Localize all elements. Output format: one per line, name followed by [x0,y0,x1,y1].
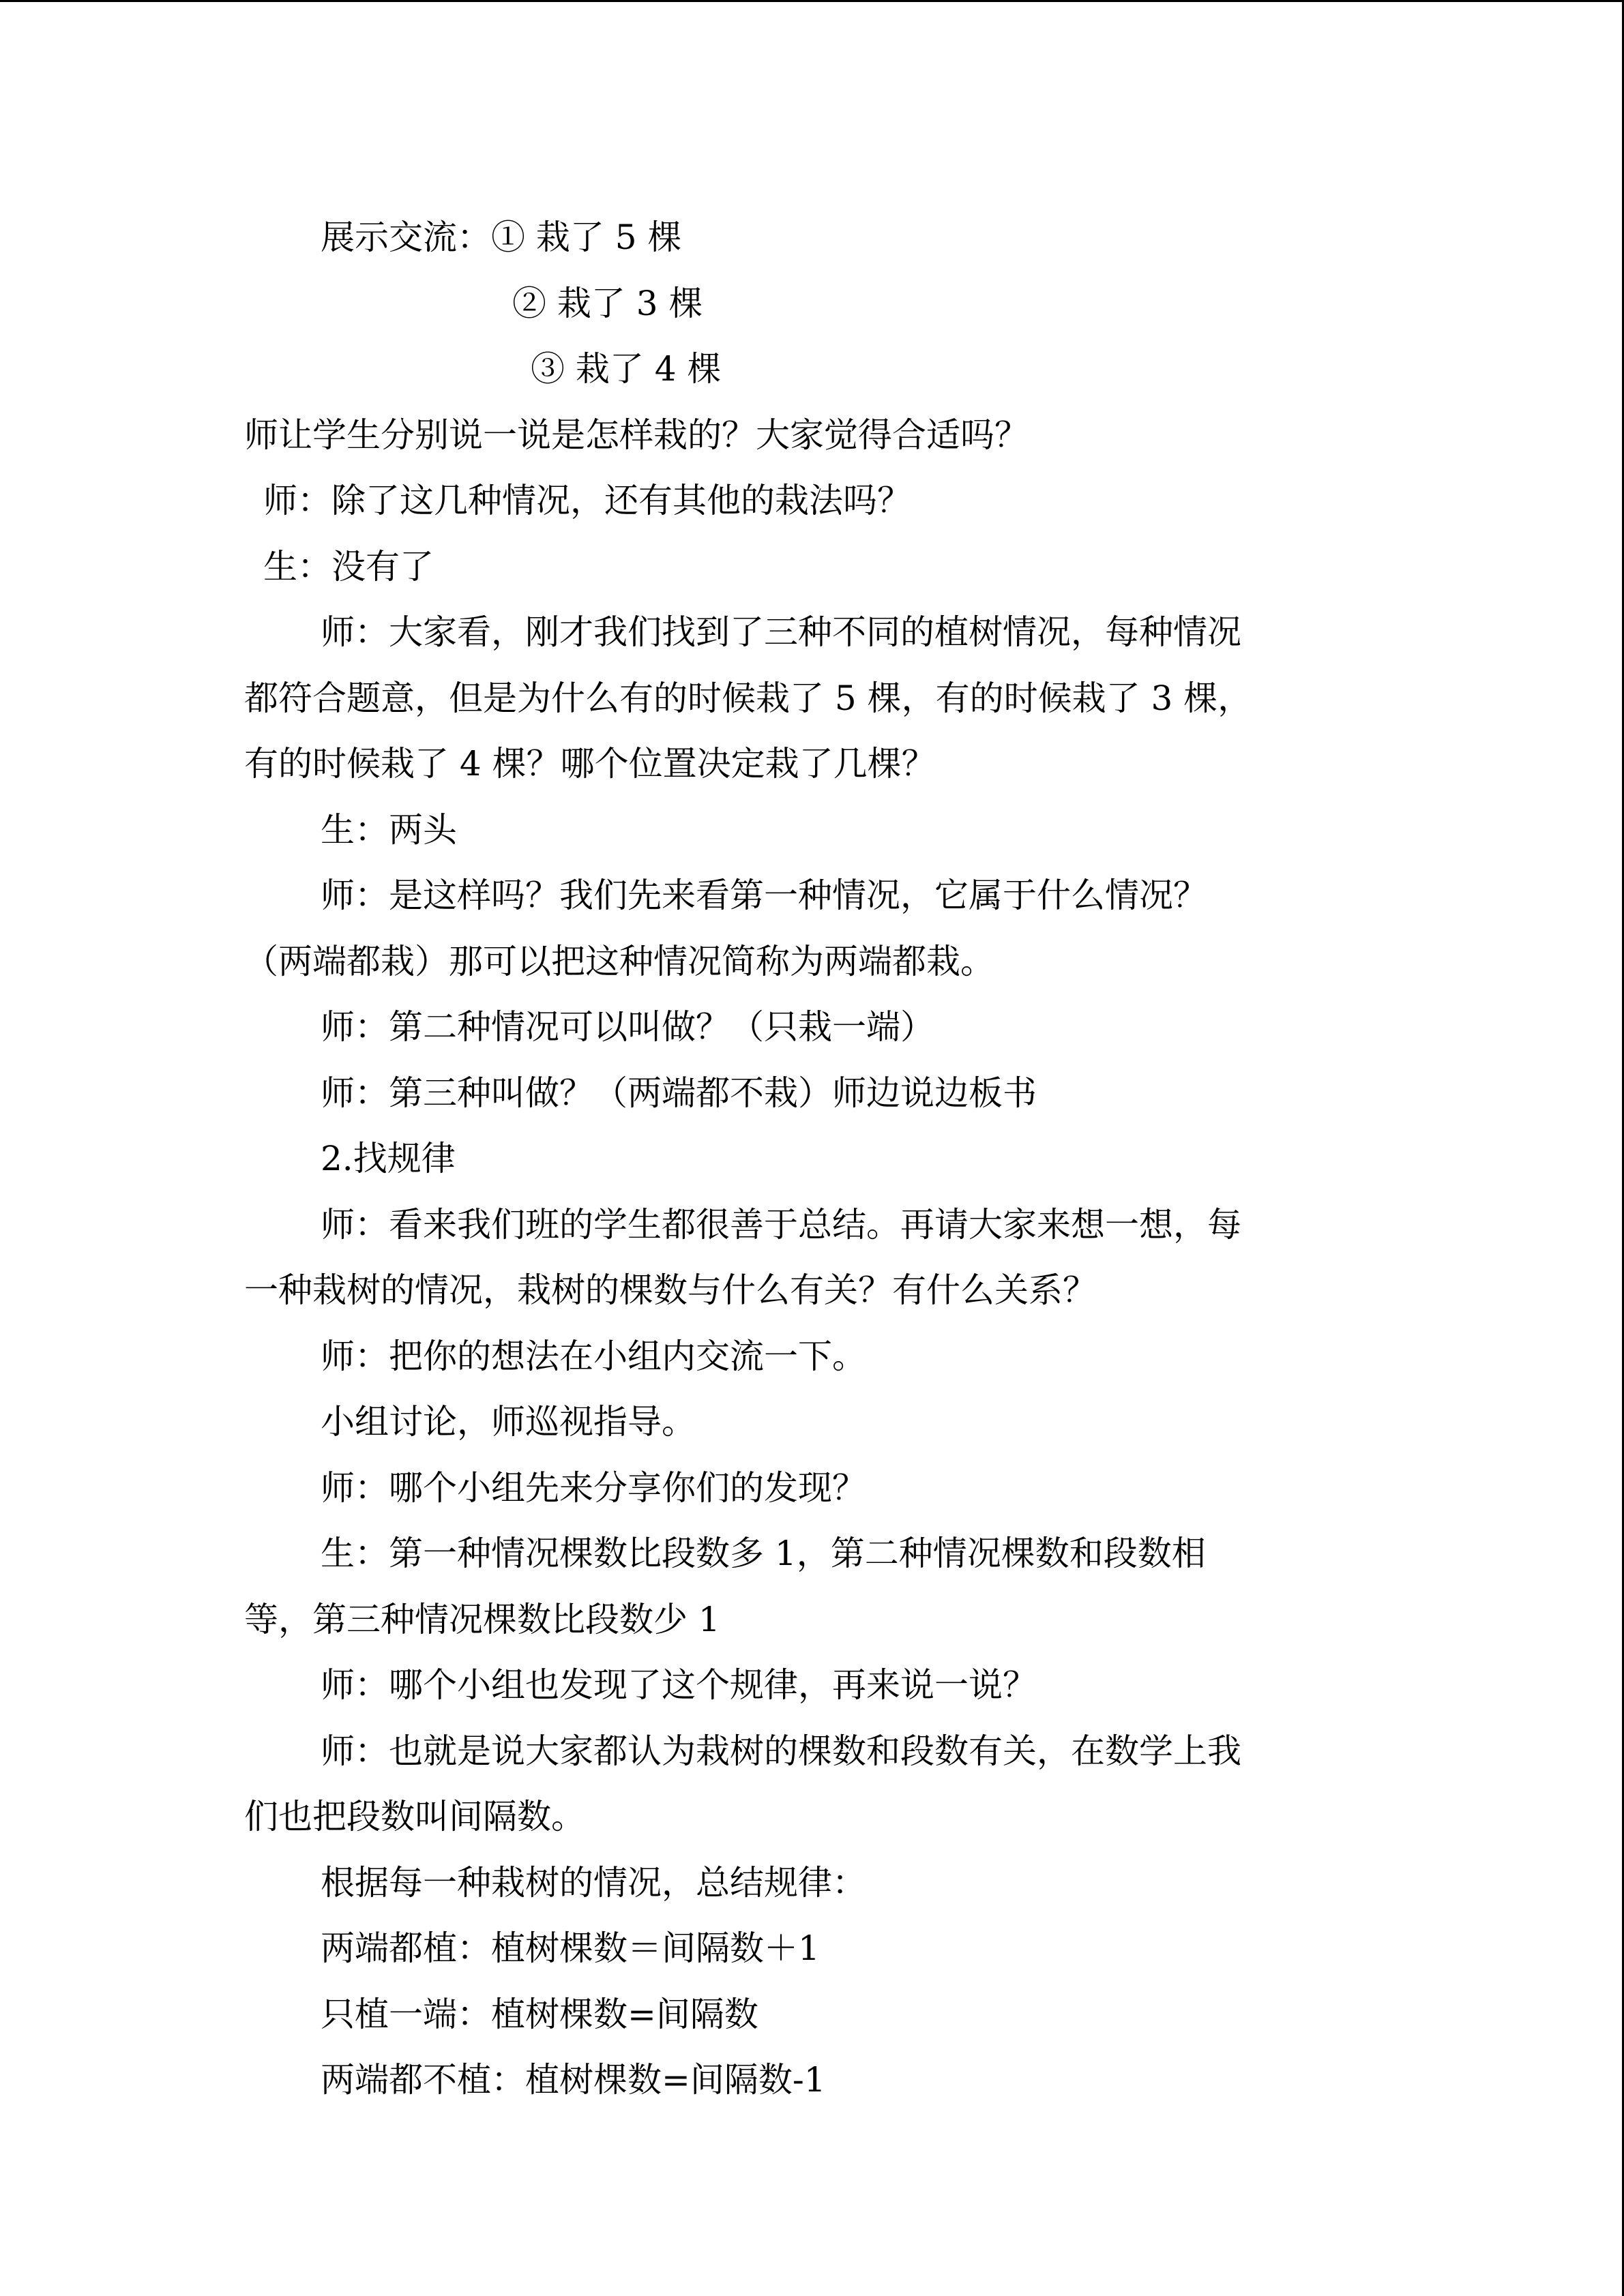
text-line: 师让学生分别说一说是怎样栽的？大家觉得合适吗？ [244,415,1029,455]
text-line: 展示交流：① 栽了 5 棵 [321,218,682,257]
text-line: 师：看来我们班的学生都很善于总结。再请大家来想一想，每 [321,1204,1241,1244]
formula-line: 两端都不植：植树棵数=间隔数-1 [321,2060,826,2100]
text-line: 师：大家看，刚才我们找到了三种不同的植树情况，每种情况 [321,612,1241,652]
text-line: 师：第三种叫做？（两端都不栽）师边说边板书 [321,1073,1037,1113]
text-line: 生：第一种情况棵数比段数多 1，第二种情况棵数和段数相 [321,1534,1206,1573]
text-line: 师：除了这几种情况，还有其他的栽法吗？ [263,481,911,520]
text-line: 小组讨论，师巡视指导。 [321,1402,696,1442]
text-line: 有的时候栽了 4 棵？哪个位置决定栽了几棵？ [244,744,936,784]
text-line: （两端都栽）那可以把这种情况简称为两端都栽。 [244,941,994,981]
text-line: 生：没有了 [263,546,434,586]
text-line: 师：哪个小组先来分享你们的发现？ [321,1467,866,1508]
text-line: ③ 栽了 4 棵 [531,349,722,389]
text-line: 师：第二种情况可以叫做？（只栽一端） [321,1007,934,1047]
text-line: 等，第三种情况棵数比段数少 1 [244,1599,720,1639]
formula-line: 两端都植：植树棵数＝间隔数＋1 [321,1928,820,1968]
text-line: 师：把你的想法在小组内交流一下。 [321,1336,866,1376]
text-line: 都符合题意，但是为什么有的时候栽了 5 棵，有的时候栽了 3 棵， [244,678,1252,718]
formula-line: 只植一端：植树棵数=间隔数 [321,1994,758,2034]
text-line: 师：是这样吗？我们先来看第一种情况，它属于什么情况？ [321,876,1207,915]
text-line: 生：两头 [321,809,457,850]
text-line: 一种栽树的情况，栽树的棵数与什么有关？有什么关系？ [244,1270,1097,1310]
page-top-border [0,0,1624,2]
text-line: ② 栽了 3 棵 [512,283,703,323]
section-heading: 2.找规律 [321,1139,456,1178]
document-page [244,205,1376,2113]
text-line: 们也把段数叫间隔数。 [244,1797,585,1836]
text-line: 师：也就是说大家都认为栽树的棵数和段数有关，在数学上我 [321,1731,1241,1771]
text-line: 师：哪个小组也发现了这个规律，再来说一说？ [321,1665,1037,1705]
text-line: 根据每一种栽树的情况，总结规律： [321,1862,866,1903]
